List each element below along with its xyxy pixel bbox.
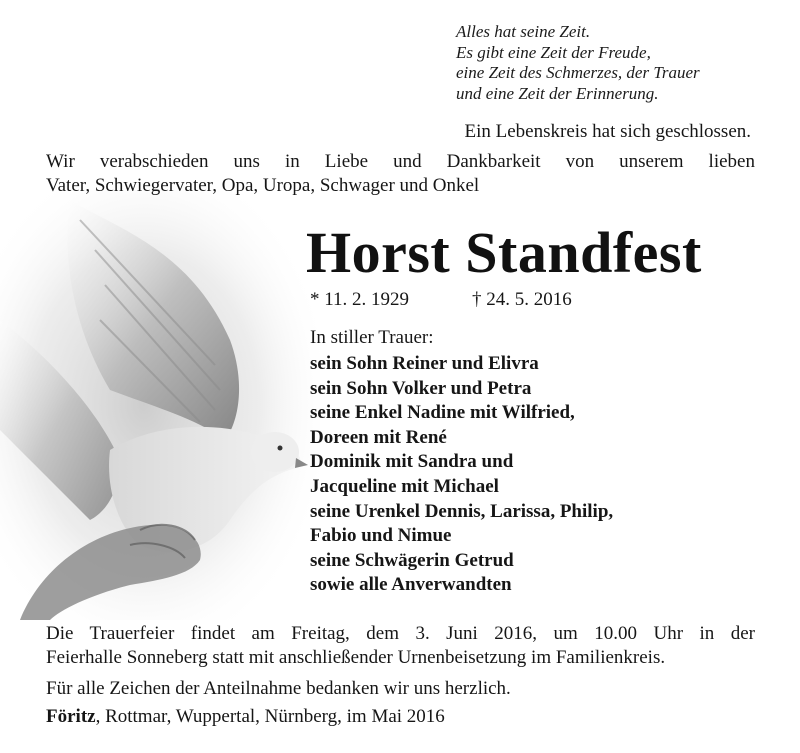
death-date: † 24. 5. 2016 xyxy=(472,289,572,310)
mourner-line: Doreen mit René xyxy=(310,426,447,448)
poem-line: eine Zeit des Schmerzes, der Trauer xyxy=(456,63,700,82)
mourner-line: sein Sohn Volker und Petra xyxy=(310,377,532,399)
mourner-line: sein Sohn Reiner und Elivra xyxy=(310,353,539,374)
place-town: Föritz xyxy=(46,706,96,727)
farewell-text xyxy=(46,150,755,198)
dove-in-hands-image xyxy=(0,190,320,620)
birth-date: * 11. 2. 1929 xyxy=(310,289,410,310)
mourners-list xyxy=(310,352,613,598)
mourner-line: sowie alle Anverwandten xyxy=(310,574,512,596)
thanks-line: Für alle Zeichen der Anteilnahme bedanken wir uns herzlich. xyxy=(46,678,511,699)
farewell-line: Wir verabschieden uns in Liebe und Dankbarkeit von unserem lieben xyxy=(46,151,755,172)
life-circle-line: Ein Lebenskreis hat sich geschlossen. xyxy=(464,121,751,142)
mourner-line: Fabio und Nimue xyxy=(310,525,452,547)
mourner-line: seine Enkel Nadine mit Wilfried, xyxy=(310,402,575,424)
mourner-line: seine Schwägerin Getrud xyxy=(310,549,514,571)
mourning-heading: In stiller Trauer: xyxy=(310,327,434,348)
place-rest: , Rottmar, Wuppertal, Nürnberg, im Mai 2016 xyxy=(95,706,445,727)
poem-line: Alles hat seine Zeit. xyxy=(456,22,591,41)
funeral-ceremony-text xyxy=(46,622,755,670)
ceremony-line: Die Trauerfeier findet am Freitag, dem 3. Juni 2016, um 10.00 Uhr in der xyxy=(46,623,755,644)
mourner-line: seine Urenkel Dennis, Larissa, Philip, xyxy=(310,500,614,522)
place-and-date xyxy=(46,705,445,729)
poem-quote xyxy=(456,22,776,104)
life-dates xyxy=(310,288,572,312)
deceased-name: Horst Standfest xyxy=(306,220,702,285)
farewell-line: Vater, Schwiegervater, Opa, Uropa, Schwager und Onkel xyxy=(46,175,480,196)
mourner-line: Dominik mit Sandra und xyxy=(310,451,514,473)
poem-line: Es gibt eine Zeit der Freude, xyxy=(456,42,651,62)
mourner-line: Jacqueline mit Michael xyxy=(310,475,499,497)
poem-line: und eine Zeit der Erinnerung. xyxy=(456,83,659,103)
ceremony-line: Feierhalle Sonneberg statt mit anschließender Urnenbeisetzung im Familienkreis. xyxy=(46,647,666,668)
